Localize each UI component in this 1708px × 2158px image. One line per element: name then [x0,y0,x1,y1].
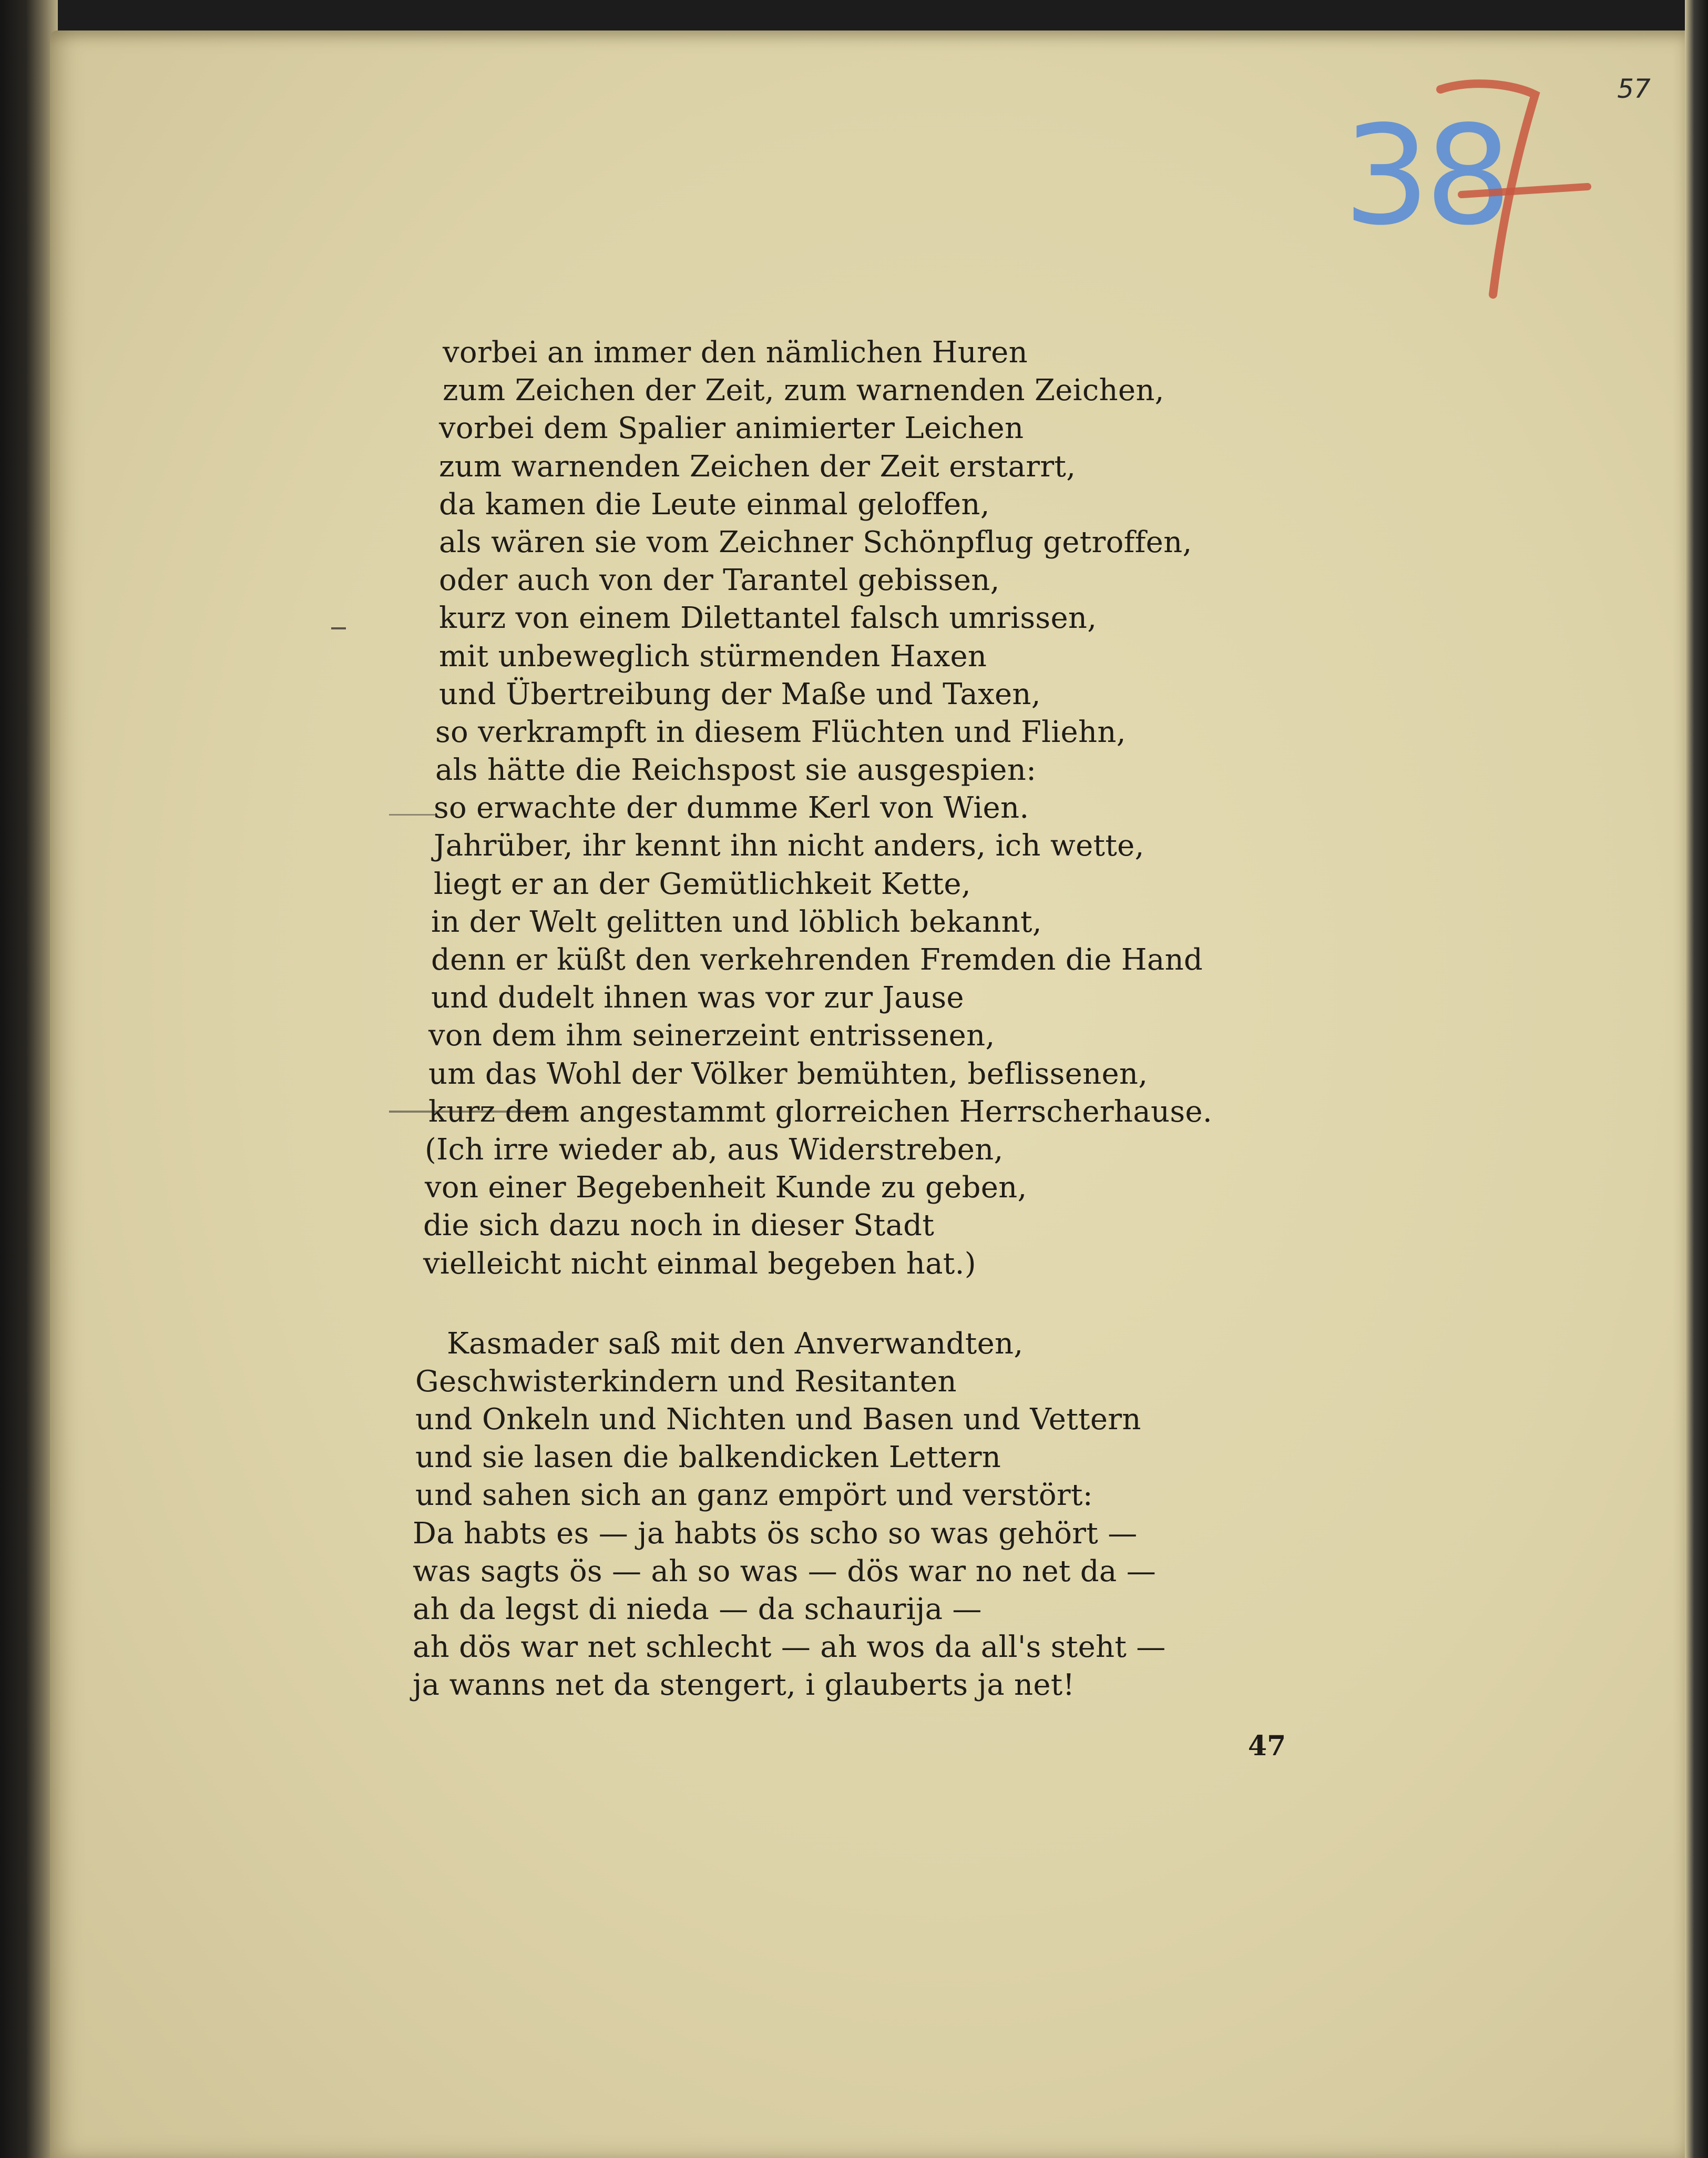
poem-line: Jahrüber, ihr kennt ihn nicht anders, ich wette, [434,829,1144,863]
poem-line: und sahen sich an ganz empört und verstört: [415,1478,1093,1513]
poem-line: und sie lasen die balkendicken Lettern [415,1440,1001,1475]
poem-line: liegt er an der Gemütlichkeit Kette, [434,867,971,901]
poem-line: vorbei an immer den nämlichen Huren [443,335,1028,370]
pencil-mark [331,627,346,629]
page-number: 47 [1247,1730,1286,1762]
poem-line: als hätte die Reichspost sie ausgespien: [435,753,1037,788]
poem-line: als wären sie vom Zeichner Schönpflug getroffen, [439,525,1192,559]
poem-line: (Ich irre wieder ab, aus Widerstreben, [425,1132,1004,1167]
poem-text [410,334,1251,1705]
poem-line: denn er küßt den verkehrenden Fremden die Hand [431,943,1203,977]
handwritten-number: 38 [1343,97,1507,256]
poem-line: um das Wohl der Völker bemühten, beflissenen, [428,1056,1148,1091]
poem-line: vorbei dem Spalier animierter Leichen [439,411,1024,446]
stanza-2 [410,1325,1251,1705]
poem-line: und Übertreibung der Maße und Taxen, [439,677,1041,711]
poem-line: kurz dem angestammt glorreichen Herrscherhause. [428,1094,1212,1129]
poem-line: zum Zeichen der Zeit, zum warnenden Zeichen, [443,373,1164,408]
poem-line: vielleicht nicht einmal begeben hat.) [423,1246,976,1281]
poem-line: so erwachte der dumme Kerl von Wien. [434,791,1029,826]
poem-line: von einer Begebenheit Kunde zu geben, [425,1170,1027,1205]
poem-line: Kasmader saß mit den Anverwandten, [447,1326,1024,1361]
poem-line: in der Welt gelitten und löblich bekannt, [431,904,1042,939]
red-crayon-mark [1430,74,1598,305]
poem-line: und dudelt ihnen was vor zur Jause [431,981,964,1015]
poem-line: ah da legst di nieda — da schaurija — [413,1592,982,1626]
poem-line: so verkrampft in diesem Flüchten und Fliehn, [435,715,1126,749]
poem-line: Geschwisterkindern und Resitanten [415,1364,957,1399]
poem-line: mit unbeweglich stürmenden Haxen [439,639,987,674]
poem-line: Da habts es — ja habts ös scho so was gehört — [413,1516,1138,1551]
poem-line: was sagts ös — ah so was — dös war no net da — [413,1554,1157,1589]
poem-line: ja wanns net da stengert, i glauberts ja net! [413,1668,1075,1703]
poem-line: zum warnenden Zeichen der Zeit erstarrt, [439,449,1076,484]
folio-mark: 57 [1617,74,1651,104]
poem-line: von dem ihm seinerzeint entrissenen, [428,1019,995,1053]
poem-line: oder auch von der Tarantel gebissen, [439,563,1000,598]
book-spine [0,0,58,2158]
poem-line: kurz von einem Dilettantel falsch umrissen, [439,601,1097,636]
poem-line: die sich dazu noch in dieser Stadt [423,1208,935,1243]
page-edge [1685,0,1708,2158]
stanza-1 [410,334,1251,1283]
poem-line: ah dös war net schlecht — ah wos da all's steht — [413,1630,1166,1665]
poem-line: und Onkeln und Nichten und Basen und Vettern [415,1402,1141,1437]
poem-line: da kamen die Leute einmal geloffen, [439,487,990,522]
